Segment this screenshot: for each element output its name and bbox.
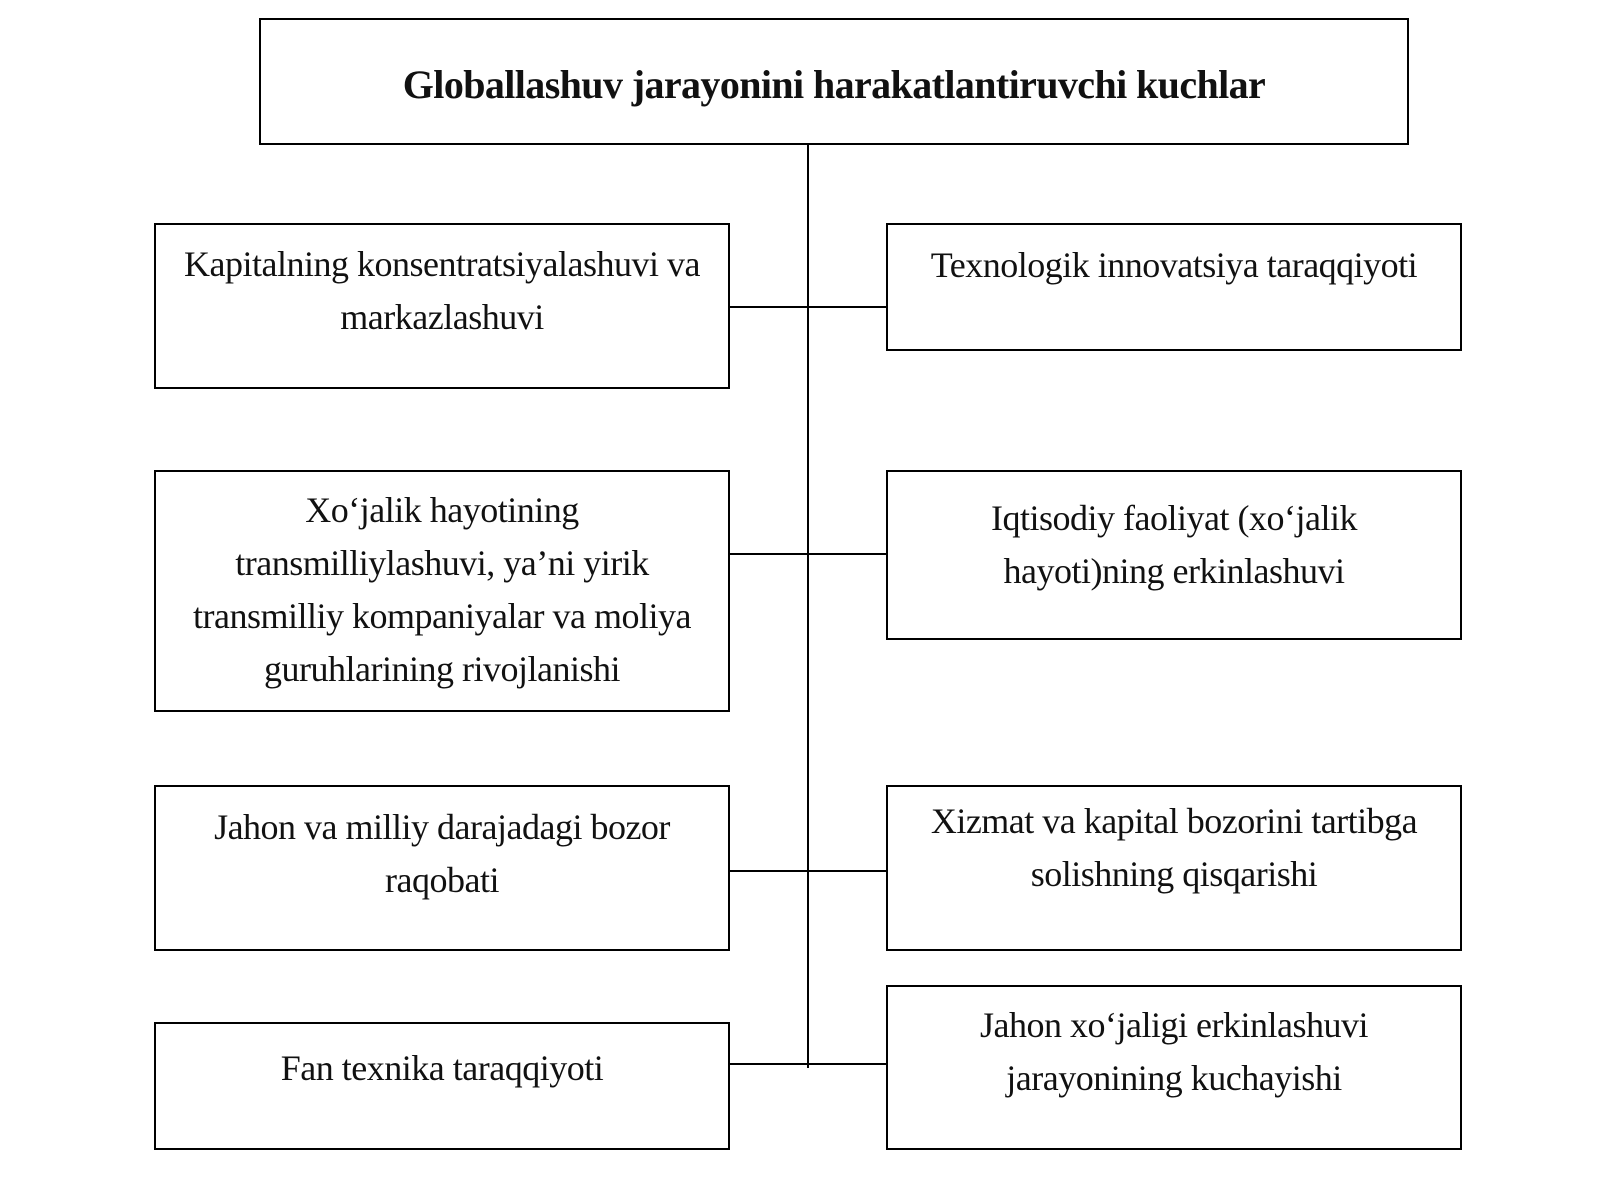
left-box-4-text: Fan texnika taraqqiyoti: [280, 1048, 604, 1088]
left-box-1: [154, 223, 730, 389]
title-box: [259, 18, 1409, 145]
right-box-3-text: Xizmat va kapital bozorini tartibga solishning qisqarishi: [930, 801, 1418, 894]
right-box-2: [886, 470, 1462, 640]
right-box-4-text: Jahon xo‘jaligi erkinlashuvi jarayonining kuchayishi: [980, 1005, 1368, 1098]
right-box-1: [886, 223, 1462, 351]
right-box-4: [886, 985, 1462, 1150]
left-box-4: [154, 1022, 730, 1150]
left-box-3: [154, 785, 730, 951]
left-box-3-text: Jahon va milliy darajadagi bozor raqobati: [214, 807, 670, 900]
left-box-1-text: Kapitalning konsentratsiyalashuvi va markazlashuvi: [184, 244, 700, 337]
left-box-2-text: Xo‘jalik hayotining transmilliylashuvi, ya’ni yirik transmilliy kompaniyalar va moliya guruhlarining rivojlanishi: [193, 490, 691, 689]
diagram-title: Globallashuv jarayonini harakatlantiruvchi kuchlar: [402, 62, 1266, 107]
right-box-1-text: Texnologik innovatsiya taraqqiyoti: [930, 245, 1418, 285]
left-box-2: [154, 470, 730, 712]
right-box-2-text: Iqtisodiy faoliyat (xo‘jalik hayoti)ning erkinlashuvi: [991, 498, 1357, 591]
right-box-3: [886, 785, 1462, 951]
